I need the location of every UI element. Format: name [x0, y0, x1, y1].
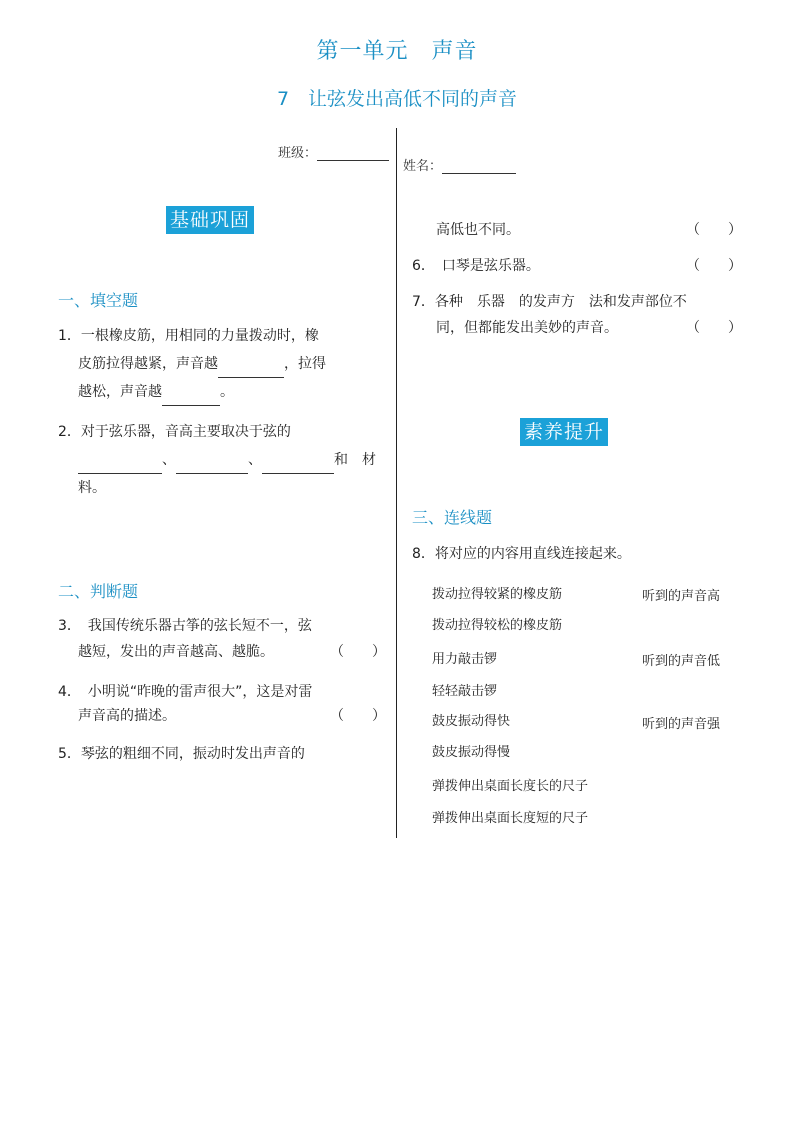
q1-line1: 1．一根橡皮筋，用相同的力量拨动时，橡 [58, 328, 319, 344]
q3-line1: 3． 我国传统乐器古筝的弦长短不一，弦 [58, 618, 312, 634]
q7-answer-paren[interactable]: （ ） [686, 320, 742, 336]
match-left-2[interactable]: 拨动拉得较松的橡皮筋 [432, 618, 563, 633]
q2-blank1[interactable] [78, 453, 162, 474]
match-right-1[interactable]: 听到的声音高 [642, 589, 721, 604]
unit-title: 第一单元 声音 [316, 39, 478, 64]
name-label: 姓名： [403, 159, 443, 174]
q6: 6． 口琴是弦乐器。 [412, 258, 540, 274]
section-judge: 二、判断题 [58, 582, 139, 601]
banner-basic: 基础巩固 [166, 206, 254, 234]
banner-advanced: 素养提升 [520, 418, 608, 446]
q3-line2: 越短，发出的声音越高、越脆。 [78, 644, 274, 660]
q2-line3: 料。 [78, 480, 106, 496]
name-blank[interactable] [442, 173, 516, 174]
match-left-8[interactable]: 弹拨伸出桌面长度短的尺子 [432, 811, 589, 826]
section-fill-blank: 一、填空题 [58, 291, 139, 310]
q1-text-b: ，拉得 [284, 356, 326, 372]
q2-blank2[interactable] [176, 453, 248, 474]
match-left-7[interactable]: 弹拨伸出桌面长度长的尺子 [432, 779, 589, 794]
q1-line2 [78, 350, 326, 378]
q2-text-b: 和 材 [334, 452, 376, 468]
q5-line2: 高低也不同。 [436, 222, 520, 238]
q8: 8．将对应的内容用直线连接起来。 [412, 546, 631, 562]
class-blank[interactable] [317, 160, 389, 161]
q7-line1: 7．各种 乐器 的发声方 法和发声部位不 [412, 294, 687, 310]
q2-line1: 2．对于弦乐器，音高主要取决于弦的 [58, 424, 291, 440]
q4-line1: 4． 小明说“昨晚的雷声很大”，这是对雷 [58, 684, 313, 700]
name-field [403, 155, 516, 174]
lesson-title: 7 让弦发出高低不同的声音 [276, 88, 518, 110]
q6-answer-paren[interactable]: （ ） [686, 258, 742, 274]
match-right-2[interactable]: 听到的声音低 [642, 654, 721, 669]
match-left-1[interactable]: 拨动拉得较紧的橡皮筋 [432, 587, 563, 602]
q5-answer-paren[interactable]: （ ） [686, 222, 742, 238]
class-label: 班级： [278, 146, 318, 161]
section-connect: 三、连线题 [412, 508, 493, 527]
match-left-3[interactable]: 用力敲击锣 [432, 652, 498, 667]
q2-line2 [78, 446, 376, 474]
match-left-5[interactable]: 鼓皮振动得快 [432, 714, 511, 729]
q4-line2: 声音高的描述。 [78, 708, 176, 724]
q2-sep1: 、 [162, 452, 176, 468]
q5-line1: 5．琴弦的粗细不同，振动时发出声音的 [58, 746, 305, 762]
q2-sep2: 、 [248, 452, 262, 468]
q4-answer-paren[interactable]: （ ） [330, 708, 386, 724]
class-field [278, 142, 389, 161]
q1-text-c: 越松，声音越 [78, 384, 162, 400]
match-right-3[interactable]: 听到的声音强 [642, 717, 721, 732]
q7-line2: 同，但都能发出美妙的声音。 [436, 320, 618, 336]
q2-blank3[interactable] [262, 453, 334, 474]
column-divider [396, 128, 397, 838]
match-left-4[interactable]: 轻轻敲击锣 [432, 684, 498, 699]
q1-line3 [78, 378, 234, 406]
q1-blank1[interactable] [218, 357, 284, 378]
q1-blank2[interactable] [162, 385, 220, 406]
match-left-6[interactable]: 鼓皮振动得慢 [432, 745, 511, 760]
q3-answer-paren[interactable]: （ ） [330, 644, 386, 660]
q1-text-d: 。 [220, 384, 234, 400]
q1-text-a: 皮筋拉得越紧，声音越 [78, 356, 218, 372]
